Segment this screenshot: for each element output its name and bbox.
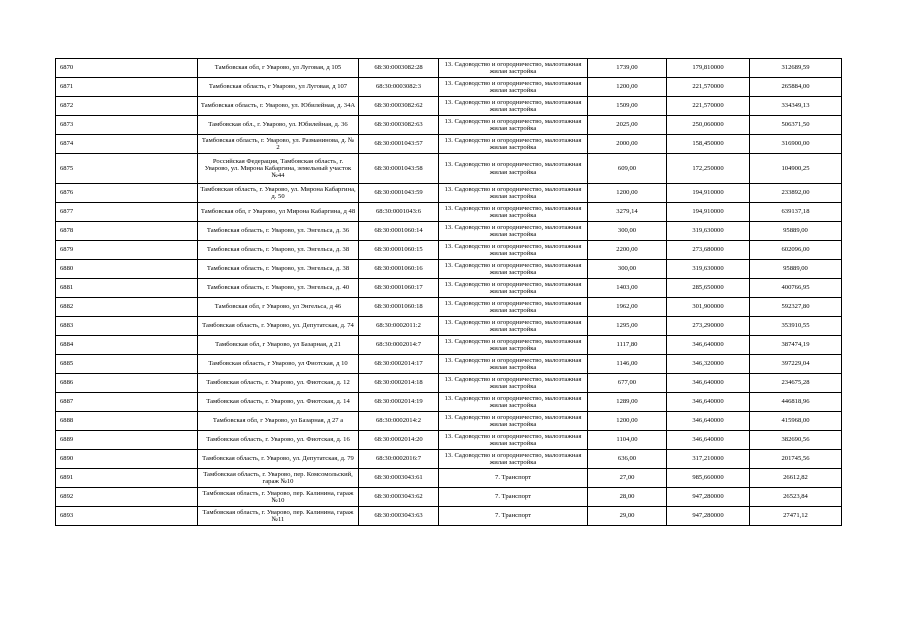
address-cell: Тамбовская обл, г Уварово, ул Базарная, д 27 а — [198, 412, 359, 431]
area-cell: 27,00 — [588, 469, 667, 488]
table-row — [56, 59, 842, 78]
address-cell: Тамбовская область, г. Уварово, пер. Калинина, гараж №11 — [198, 507, 359, 526]
cadastral-value-cell: 234675,28 — [750, 374, 842, 393]
specific-value-cell: 346,320000 — [667, 355, 750, 374]
area-cell: 2025,00 — [588, 116, 667, 135]
table-row — [56, 241, 842, 260]
area-cell: 1117,80 — [588, 336, 667, 355]
land-use-cell: 13. Садоводство и огородничество, малоэтажная жилая застройка — [439, 154, 588, 184]
address-cell: Тамбовская область, г. Уварово, ул. Юбилейная, д. 34А — [198, 97, 359, 116]
cadastral-value-cell: 382690,56 — [750, 431, 842, 450]
area-cell: 1403,00 — [588, 279, 667, 298]
area-cell: 1289,00 — [588, 393, 667, 412]
address-cell: Тамбовская область, г. Уварово, пер. Комсомольский, гараж №10 — [198, 469, 359, 488]
land-use-cell: 13. Садоводство и огородничество, малоэтажная жилая застройка — [439, 135, 588, 154]
table-row — [56, 222, 842, 241]
address-cell: Тамбовская область, г. Уварово, ул. Энгельса, д. 40 — [198, 279, 359, 298]
cadastral-number-cell: 68:30:0003043:63 — [359, 507, 439, 526]
table-row — [56, 298, 842, 317]
cadastral-value-cell: 316900,00 — [750, 135, 842, 154]
cadastral-value-cell: 602096,00 — [750, 241, 842, 260]
address-cell: Тамбовская область, г Уварово, ул Луговая, д 107 — [198, 78, 359, 97]
table-row — [56, 203, 842, 222]
cadastral-number-cell: 68:30:0002014:19 — [359, 393, 439, 412]
address-cell: Тамбовская область, г. Уварово, ул. Депутатская, д. 74 — [198, 317, 359, 336]
address-cell: Тамбовская обл, г Уварово, ул Базарная, д 21 — [198, 336, 359, 355]
specific-value-cell: 194,910000 — [667, 203, 750, 222]
table-row — [56, 374, 842, 393]
address-cell: Тамбовская область, г. Уварово, ул. Депутатская, д. 79 — [198, 450, 359, 469]
cadastral-value-cell: 104900,25 — [750, 154, 842, 184]
land-use-cell: 13. Садоводство и огородничество, малоэтажная жилая застройка — [439, 317, 588, 336]
specific-value-cell: 319,630000 — [667, 260, 750, 279]
row-number: 6878 — [56, 222, 198, 241]
area-cell: 3279,14 — [588, 203, 667, 222]
specific-value-cell: 947,280000 — [667, 488, 750, 507]
cadastral-number-cell: 68:30:0001043:59 — [359, 184, 439, 203]
land-use-cell: 13. Садоводство и огородничество, малоэтажная жилая застройка — [439, 336, 588, 355]
land-use-cell: 13. Садоводство и огородничество, малоэтажная жилая застройка — [439, 374, 588, 393]
row-number: 6881 — [56, 279, 198, 298]
land-use-cell: 13. Садоводство и огородничество, малоэтажная жилая застройка — [439, 393, 588, 412]
table-row — [56, 97, 842, 116]
land-use-cell: 7. Транспорт — [439, 507, 588, 526]
address-cell: Российская Федерация, Тамбовская область, г. Уварово, ул. Мирона Кабаргина, земельный участок №44 — [198, 154, 359, 184]
table-row — [56, 116, 842, 135]
cadastral-number-cell: 68:30:0003082:3 — [359, 78, 439, 97]
cadastral-value-cell: 415968,00 — [750, 412, 842, 431]
area-cell: 300,00 — [588, 222, 667, 241]
cadastral-number-cell: 68:30:0001060:15 — [359, 241, 439, 260]
land-use-cell: 13. Садоводство и огородничество, малоэтажная жилая застройка — [439, 222, 588, 241]
table-row — [56, 317, 842, 336]
specific-value-cell: 285,650000 — [667, 279, 750, 298]
cadastral-value-cell: 95889,00 — [750, 260, 842, 279]
area-cell: 1200,00 — [588, 412, 667, 431]
address-cell: Тамбовская обл, г Уварово, ул Мирона Кабаргина, д 48 — [198, 203, 359, 222]
area-cell: 300,00 — [588, 260, 667, 279]
cadastral-number-cell: 68:30:0001043:58 — [359, 154, 439, 184]
specific-value-cell: 221,570000 — [667, 78, 750, 97]
specific-value-cell: 346,640000 — [667, 393, 750, 412]
specific-value-cell: 158,450000 — [667, 135, 750, 154]
row-number: 6882 — [56, 298, 198, 317]
cadastral-number-cell: 68:30:0001060:16 — [359, 260, 439, 279]
table-row — [56, 431, 842, 450]
specific-value-cell: 273,680000 — [667, 241, 750, 260]
land-use-cell: 13. Садоводство и огородничество, малоэтажная жилая застройка — [439, 298, 588, 317]
specific-value-cell: 301,900000 — [667, 298, 750, 317]
row-number: 6873 — [56, 116, 198, 135]
row-number: 6888 — [56, 412, 198, 431]
row-number: 6875 — [56, 154, 198, 184]
cadastral-number-cell: 68:30:0002014:7 — [359, 336, 439, 355]
specific-value-cell: 221,570000 — [667, 97, 750, 116]
row-number: 6884 — [56, 336, 198, 355]
table-row — [56, 393, 842, 412]
document-page — [55, 58, 841, 526]
row-number: 6874 — [56, 135, 198, 154]
row-number: 6885 — [56, 355, 198, 374]
row-number: 6877 — [56, 203, 198, 222]
row-number: 6880 — [56, 260, 198, 279]
area-cell: 636,00 — [588, 450, 667, 469]
area-cell: 609,00 — [588, 154, 667, 184]
land-use-cell: 13. Садоводство и огородничество, малоэтажная жилая застройка — [439, 184, 588, 203]
cadastral-number-cell: 68:30:0002011:2 — [359, 317, 439, 336]
cadastral-value-cell: 95889,00 — [750, 222, 842, 241]
cadastral-value-cell: 397229,04 — [750, 355, 842, 374]
table-row — [56, 78, 842, 97]
address-cell: Тамбовская область, г. Уварово, ул. Мирона Кабаргина, д. 50 — [198, 184, 359, 203]
row-number: 6883 — [56, 317, 198, 336]
land-use-cell: 13. Садоводство и огородничество, малоэтажная жилая застройка — [439, 450, 588, 469]
row-number: 6892 — [56, 488, 198, 507]
cadastral-value-cell: 26523,84 — [750, 488, 842, 507]
land-use-cell: 13. Садоводство и огородничество, малоэтажная жилая застройка — [439, 431, 588, 450]
specific-value-cell: 947,280000 — [667, 507, 750, 526]
cadastral-number-cell: 68:30:0003082:63 — [359, 116, 439, 135]
area-cell: 2000,00 — [588, 135, 667, 154]
row-number: 6893 — [56, 507, 198, 526]
land-use-cell: 13. Садоводство и огородничество, малоэтажная жилая застройка — [439, 279, 588, 298]
cadastral-value-cell: 592327,80 — [750, 298, 842, 317]
cadastral-number-cell: 68:30:0001043:6 — [359, 203, 439, 222]
area-cell: 28,00 — [588, 488, 667, 507]
cadastral-value-cell: 27471,12 — [750, 507, 842, 526]
row-number: 6887 — [56, 393, 198, 412]
area-cell: 2200,00 — [588, 241, 667, 260]
cadastral-value-cell: 446818,96 — [750, 393, 842, 412]
cadastral-value-cell: 400766,95 — [750, 279, 842, 298]
area-cell: 1295,00 — [588, 317, 667, 336]
row-number: 6890 — [56, 450, 198, 469]
table-row — [56, 336, 842, 355]
specific-value-cell: 250,060000 — [667, 116, 750, 135]
cadastral-value-cell: 233892,00 — [750, 184, 842, 203]
row-number: 6889 — [56, 431, 198, 450]
row-number: 6886 — [56, 374, 198, 393]
address-cell: Тамбовская область, г. Уварово, ул. Фиотская, д. 14 — [198, 393, 359, 412]
land-use-cell: 13. Садоводство и огородничество, малоэтажная жилая застройка — [439, 97, 588, 116]
row-number: 6876 — [56, 184, 198, 203]
cadastral-number-cell: 68:30:0003082:28 — [359, 59, 439, 78]
row-number: 6872 — [56, 97, 198, 116]
table-row — [56, 260, 842, 279]
cadastral-number-cell: 68:30:0002014:17 — [359, 355, 439, 374]
cadastral-value-cell: 265884,00 — [750, 78, 842, 97]
area-cell: 1739,00 — [588, 59, 667, 78]
table-row — [56, 154, 842, 184]
cadastral-number-cell: 68:30:0003043:61 — [359, 469, 439, 488]
area-cell: 1200,00 — [588, 78, 667, 97]
specific-value-cell: 346,640000 — [667, 412, 750, 431]
area-cell: 1962,00 — [588, 298, 667, 317]
cadastral-value-cell: 334349,13 — [750, 97, 842, 116]
table-row — [56, 507, 842, 526]
specific-value-cell: 346,640000 — [667, 431, 750, 450]
cadastral-number-cell: 68:30:0001060:18 — [359, 298, 439, 317]
address-cell: Тамбовская область, г Уварово, ул Фиотская, д 10 — [198, 355, 359, 374]
row-number: 6871 — [56, 78, 198, 97]
table-row — [56, 279, 842, 298]
cadastral-value-cell: 201745,56 — [750, 450, 842, 469]
land-use-cell: 13. Садоводство и огородничество, малоэтажная жилая застройка — [439, 203, 588, 222]
cadastral-number-cell: 68:30:0002016:7 — [359, 450, 439, 469]
area-cell: 1200,00 — [588, 184, 667, 203]
land-use-cell: 13. Садоводство и огородничество, малоэтажная жилая застройка — [439, 355, 588, 374]
row-number: 6879 — [56, 241, 198, 260]
address-cell: Тамбовская область, г. Уварово, ул. Энгельса, д. 36 — [198, 222, 359, 241]
table-row — [56, 135, 842, 154]
address-cell: Тамбовская обл, г Уварово, ул Энгельса, д 46 — [198, 298, 359, 317]
specific-value-cell: 172,250000 — [667, 154, 750, 184]
cadastral-value-cell: 639137,18 — [750, 203, 842, 222]
area-cell: 29,00 — [588, 507, 667, 526]
cadastral-number-cell: 68:30:0002014:20 — [359, 431, 439, 450]
specific-value-cell: 317,210000 — [667, 450, 750, 469]
area-cell: 1146,00 — [588, 355, 667, 374]
cadastral-number-cell: 68:30:0001043:57 — [359, 135, 439, 154]
address-cell: Тамбовская область, г. Уварово, ул. Энгельса, д. 38 — [198, 260, 359, 279]
land-use-cell: 13. Садоводство и огородничество, малоэтажная жилая застройка — [439, 78, 588, 97]
address-cell: Тамбовская область, г. Уварово, ул. Фиотская, д. 16 — [198, 431, 359, 450]
specific-value-cell: 179,810000 — [667, 59, 750, 78]
address-cell: Тамбовская область, г. Уварово, ул. Фиотская, д. 12 — [198, 374, 359, 393]
table-row — [56, 469, 842, 488]
table-row — [56, 450, 842, 469]
table-row — [56, 184, 842, 203]
land-use-cell: 13. Садоводство и огородничество, малоэтажная жилая застройка — [439, 241, 588, 260]
address-cell: Тамбовская область, г. Уварово, ул. Энгельса, д. 38 — [198, 241, 359, 260]
area-cell: 1509,00 — [588, 97, 667, 116]
cadastral-number-cell: 68:30:0003043:62 — [359, 488, 439, 507]
land-use-cell: 7. Транспорт — [439, 469, 588, 488]
cadastral-number-cell: 68:30:0002014:18 — [359, 374, 439, 393]
cadastral-value-cell: 26612,82 — [750, 469, 842, 488]
specific-value-cell: 346,640000 — [667, 374, 750, 393]
address-cell: Тамбовская обл, г Уварово, ул Луговая, д 105 — [198, 59, 359, 78]
specific-value-cell: 319,630000 — [667, 222, 750, 241]
cadastral-value-table — [55, 58, 842, 526]
table-body — [56, 59, 842, 526]
specific-value-cell: 273,290000 — [667, 317, 750, 336]
row-number: 6891 — [56, 469, 198, 488]
land-use-cell: 13. Садоводство и огородничество, малоэтажная жилая застройка — [439, 59, 588, 78]
address-cell: Тамбовская обл., г. Уварово, ул. Юбилейная, д. 36 — [198, 116, 359, 135]
land-use-cell: 13. Садоводство и огородничество, малоэтажная жилая застройка — [439, 412, 588, 431]
cadastral-number-cell: 68:30:0003082:62 — [359, 97, 439, 116]
land-use-cell: 7. Транспорт — [439, 488, 588, 507]
table-row — [56, 355, 842, 374]
cadastral-value-cell: 312689,59 — [750, 59, 842, 78]
area-cell: 677,00 — [588, 374, 667, 393]
cadastral-value-cell: 353910,55 — [750, 317, 842, 336]
land-use-cell: 13. Садоводство и огородничество, малоэтажная жилая застройка — [439, 116, 588, 135]
row-number: 6870 — [56, 59, 198, 78]
address-cell: Тамбовская область, г. Уварово, пер. Калинина, гараж №10 — [198, 488, 359, 507]
table-row — [56, 412, 842, 431]
specific-value-cell: 194,910000 — [667, 184, 750, 203]
table-row — [56, 488, 842, 507]
land-use-cell: 13. Садоводство и огородничество, малоэтажная жилая застройка — [439, 260, 588, 279]
address-cell: Тамбовская область, г. Уварово, ул. Разманинова, д. № 2 — [198, 135, 359, 154]
cadastral-value-cell: 387474,19 — [750, 336, 842, 355]
cadastral-number-cell: 68:30:0001060:14 — [359, 222, 439, 241]
cadastral-number-cell: 68:30:0001060:17 — [359, 279, 439, 298]
specific-value-cell: 985,660000 — [667, 469, 750, 488]
cadastral-number-cell: 68:30:0002014:2 — [359, 412, 439, 431]
cadastral-value-cell: 506371,50 — [750, 116, 842, 135]
area-cell: 1104,00 — [588, 431, 667, 450]
specific-value-cell: 346,640000 — [667, 336, 750, 355]
